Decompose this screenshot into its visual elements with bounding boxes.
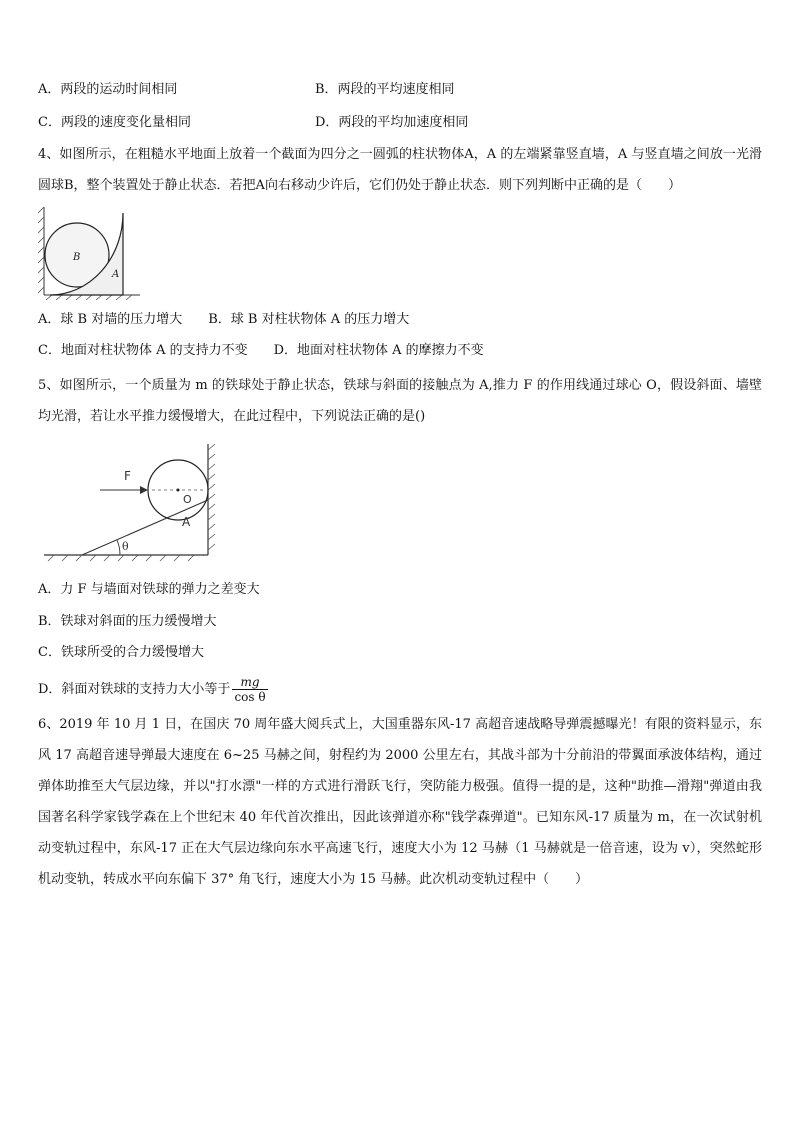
q3-option-c: C．两段的速度变化量相同	[38, 115, 191, 130]
q5-option-d-text: D．斜面对铁球的支持力大小等于	[38, 682, 231, 697]
label-theta: θ	[122, 540, 129, 553]
q4-options-cd: C．地面对柱状物体 A 的支持力不变 D．地面对柱状物体 A 的摩擦力不变	[38, 343, 484, 358]
q6-stem: 6、2019 年 10 月 1 日，在国庆 70 周年盛大阅兵式上，大国重器东风-17 高超音速战略导弹震撼曝光！有限的资料显示，东风 17 高超音速导弹最大速度在 6~25 马赫之间，射程约为 2000 公里左右，其战斗部为十分前沿的带翼面承波体结构，通过弹体助推至大气层边缘，并以"打水漂"一样的方式进行滑跃飞行，突防能力极强。值得一提的是，这种"助推—滑翔"弹道由我国著名科学家钱学森在上个世纪末 40 年代首次推出，因此该弹道亦称"钱学森弹道"。已知东风-17 质量为 m，在一次试射机动变轨过程中，东风-17 正在大气层边缘向东水平高速飞行，速度大小为 12 马赫（1 马赫就是一倍音速，设为 v），突然蛇形机动变轨，转成水平向东偏下 37° 角飞行，速度大小为 15 马赫。此次机动变轨过程中（ ）	[38, 717, 762, 887]
label-b: B	[73, 252, 81, 263]
q3-option-a: A．两段的运动时间相同	[38, 82, 178, 97]
q4-options-ab: A．球 B 对墙的压力增大 B．球 B 对柱状物体 A 的压力增大	[38, 312, 410, 327]
q5-option-b: B．铁球对斜面的压力缓慢增大	[38, 614, 217, 629]
q4-stem: 4、如图所示，在粗糙水平地面上放着一个截面为四分之一圆弧的柱状物体A，A 的左端紧靠竖直墙，A 与竖直墙之间放一光滑圆球B，整个装置处于静止状态．若把A向右移动少许后，它们仍处于静止状态．则下列判断中正确的是（ ）	[38, 147, 762, 193]
q5-option-c: C．铁球所受的合力缓慢增大	[38, 645, 204, 660]
q5-option-d	[38, 675, 268, 705]
label-f: F	[124, 469, 131, 483]
q5-figure	[40, 440, 230, 565]
label-o: O	[183, 493, 192, 506]
mg-over-cos-theta: $\frac{mg}{\text{cos θ}}$	[234, 675, 266, 704]
q3-option-d: D．两段的平均加速度相同	[315, 115, 469, 130]
q3-option-b: B．两段的平均速度相同	[315, 82, 455, 97]
q5-stem: 5、如图所示，一个质量为 m 的铁球处于静止状态，铁球与斜面的接触点为 A,推力 F 的作用线通过球心 O，假设斜面、墙壁均光滑，若让水平推力缓慢增大，在此过程中，下列说法正确的是()	[38, 378, 762, 424]
q4-figure	[38, 205, 148, 300]
label-contact-a: A	[182, 515, 191, 529]
label-a: A	[112, 269, 120, 280]
q5-option-a: A．力 F 与墙面对铁球的弹力之差变大	[38, 582, 260, 597]
